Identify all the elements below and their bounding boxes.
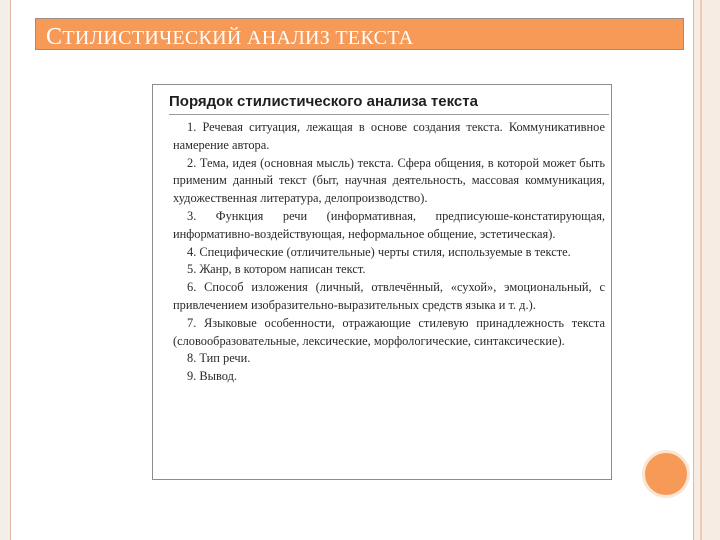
decorative-circle <box>642 450 690 498</box>
list-item: 1. Речевая ситуация, лежащая в основе создания текста. Коммуникативное намерение автора. <box>173 120 605 152</box>
box-heading: Порядок стилистического анализа текста <box>169 93 478 110</box>
slide-title-initial: С <box>46 24 63 50</box>
list-item: 6. Способ изложения (личный, отвлечённый, «сухой», эмоциональный, с привлечением изобразительно-выразительных средств языка и т. д.). <box>173 280 605 312</box>
right-rail <box>694 0 720 540</box>
list-item: 8. Тип речи. <box>187 351 251 366</box>
heading-divider <box>169 114 609 115</box>
analysis-steps-list <box>173 119 605 386</box>
list-item: 9. Вывод. <box>187 369 237 384</box>
list-item: 5. Жанр, в котором написан текст. <box>187 262 366 277</box>
list-item: 2. Тема, идея (основная мысль) текста. Сфера общения, в которой может быть применим данный текст (быт, научная деятельность, массовая коммуникация, художественная литература, делопроизводство). <box>173 155 605 206</box>
title-bar <box>35 18 684 50</box>
analysis-order-box <box>152 84 612 480</box>
list-item: 7. Языковые особенности, отражающие стилевую принадлежность текста (словообразовательные, лексические, морфологические, синтаксические). <box>173 315 605 348</box>
slide-title <box>46 24 414 51</box>
right-rail-line <box>700 0 702 540</box>
list-item: 3. Функция речи (информативная, предписуюше-констатирующая, информативно-воздействующая, неформальное общение, эстетическая). <box>173 208 605 241</box>
slide-title-rest: ТИЛИСТИЧЕСКИЙ АНАЛИЗ ТЕКСТА <box>62 27 414 49</box>
list-item: 4. Специфические (отличительные) черты стиля, используемые в тексте. <box>187 244 571 259</box>
